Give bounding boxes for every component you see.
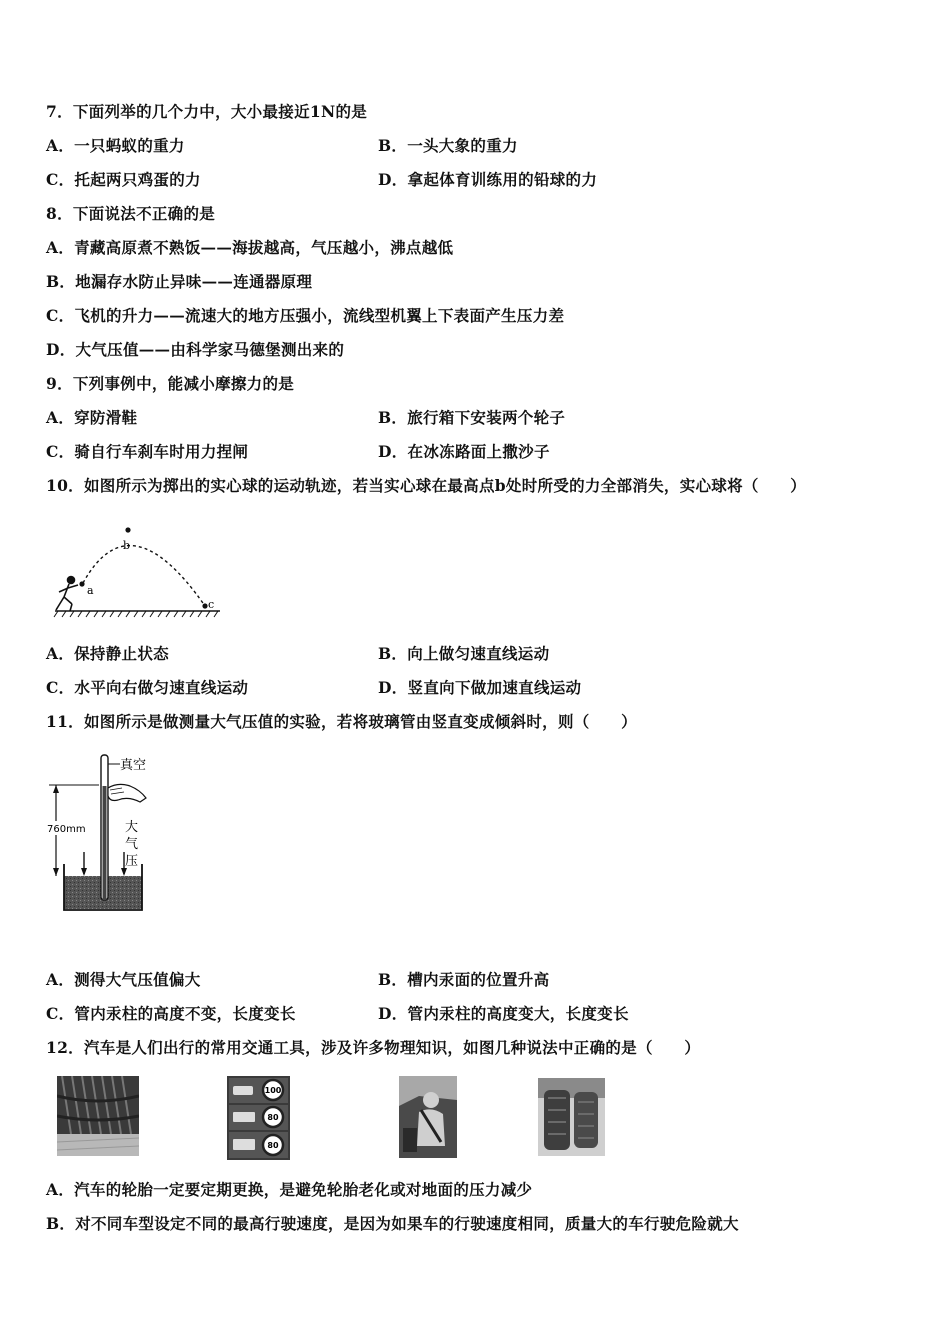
q10-option-a[interactable]: A．保持静止状态	[46, 644, 169, 663]
vacuum-label: 真空	[120, 758, 147, 773]
height-arrow-top	[53, 785, 59, 793]
question-10-stem: 10．如图所示为掷出的实心球的运动轨迹，若当实心球在最高点b处时所受的力全部消失，实心球将（ ）	[46, 476, 807, 495]
q7-option-b[interactable]: B．一头大象的重力	[378, 136, 518, 155]
question-7-stem: 7．下面列举的几个力中，大小最接近1N的是	[46, 102, 368, 121]
q8-option-a[interactable]: A．青藏高原煮不熟饭——海拔越高，气压越小，沸点越低	[46, 238, 454, 257]
q12-option-b[interactable]: B．对不同车型设定不同的最高行驶速度，是因为如果车的行驶速度相同，质量大的车行驶危险就大	[46, 1214, 739, 1233]
trajectory-path	[83, 546, 205, 606]
thrower-figure	[56, 577, 78, 612]
q11-option-c[interactable]: C．管内汞柱的高度不变，长度变长	[46, 1004, 296, 1023]
height-label: 760mm	[47, 824, 86, 835]
trajectory-figure	[50, 522, 225, 622]
q11-option-d[interactable]: D．管内汞柱的高度变大，长度变长	[378, 1004, 629, 1023]
q9-option-d[interactable]: D．在冰冻路面上撒沙子	[378, 442, 550, 461]
q8-option-b[interactable]: B．地漏存水防止异味——连通器原理	[46, 272, 313, 291]
ball-b	[125, 527, 130, 532]
q12-option-a[interactable]: A．汽车的轮胎一定要定期更换，是避免轮胎老化或对地面的压力减少	[46, 1180, 533, 1199]
q9-option-a[interactable]: A．穿防滑鞋	[46, 408, 138, 427]
label-a: a	[87, 584, 94, 597]
q11-option-b[interactable]: B．槽内汞面的位置升高	[378, 970, 550, 989]
atm-label-1: 大	[125, 820, 139, 835]
q9-option-b[interactable]: B．旅行箱下安装两个轮子	[378, 408, 566, 427]
mercury-column	[103, 786, 107, 900]
q10-option-d[interactable]: D．竖直向下做加速直线运动	[378, 678, 582, 697]
label-c: c	[208, 598, 215, 611]
barometer-figure	[44, 752, 160, 914]
speed-limit-signs	[227, 1076, 290, 1160]
question-11-stem: 11．如图所示是做测量大气压值的实验，若将玻璃管由竖直变成倾斜时，则（ ）	[46, 712, 637, 731]
question-9-stem: 9．下列事例中，能减小摩擦力的是	[46, 374, 295, 393]
question-12-stem: 12．汽车是人们出行的常用交通工具，涉及许多物理知识，如图几种说法中正确的是（ ）	[46, 1038, 701, 1057]
atm-label-3: 压	[125, 854, 139, 869]
ball-c	[202, 603, 207, 608]
ball-a	[79, 581, 84, 586]
q7-option-a[interactable]: A．一只蚂蚁的重力	[46, 136, 185, 155]
q8-option-d[interactable]: D．大气压值——由科学家马德堡测出来的	[46, 340, 345, 359]
q11-option-a[interactable]: A．测得大气压值偏大	[46, 970, 201, 989]
question-8-stem: 8．下面说法不正确的是	[46, 204, 216, 223]
speed-sign-1: 100	[264, 1086, 282, 1095]
pressure-arrowhead-right	[121, 868, 127, 876]
seatbelt-photo	[399, 1076, 457, 1158]
car-icon	[233, 1086, 253, 1095]
tire-tread-photo	[57, 1076, 139, 1156]
q7-option-d[interactable]: D．拿起体育训练用的铅球的力	[378, 170, 598, 189]
height-arrow-bottom	[53, 868, 59, 876]
pressure-arrowhead-left	[81, 868, 87, 876]
q7-option-c[interactable]: C．托起两只鸡蛋的力	[46, 170, 201, 189]
q10-option-c[interactable]: C．水平向右做匀速直线运动	[46, 678, 249, 697]
ground-hatch	[54, 611, 218, 617]
bus-icon	[233, 1112, 255, 1122]
q9-option-c[interactable]: C．骑自行车刹车时用力捏闸	[46, 442, 249, 461]
speed-sign-2: 80	[267, 1113, 279, 1122]
truck-wheels-photo	[538, 1078, 605, 1156]
truck-icon	[233, 1139, 255, 1150]
speed-sign-3: 80	[267, 1141, 279, 1150]
q10-option-b[interactable]: B．向上做匀速直线运动	[378, 644, 550, 663]
q8-option-c[interactable]: C．飞机的升力——流速大的地方压强小，流线型机翼上下表面产生压力差	[46, 306, 565, 325]
label-b: b	[123, 539, 131, 552]
atm-label-2: 气	[125, 837, 139, 852]
